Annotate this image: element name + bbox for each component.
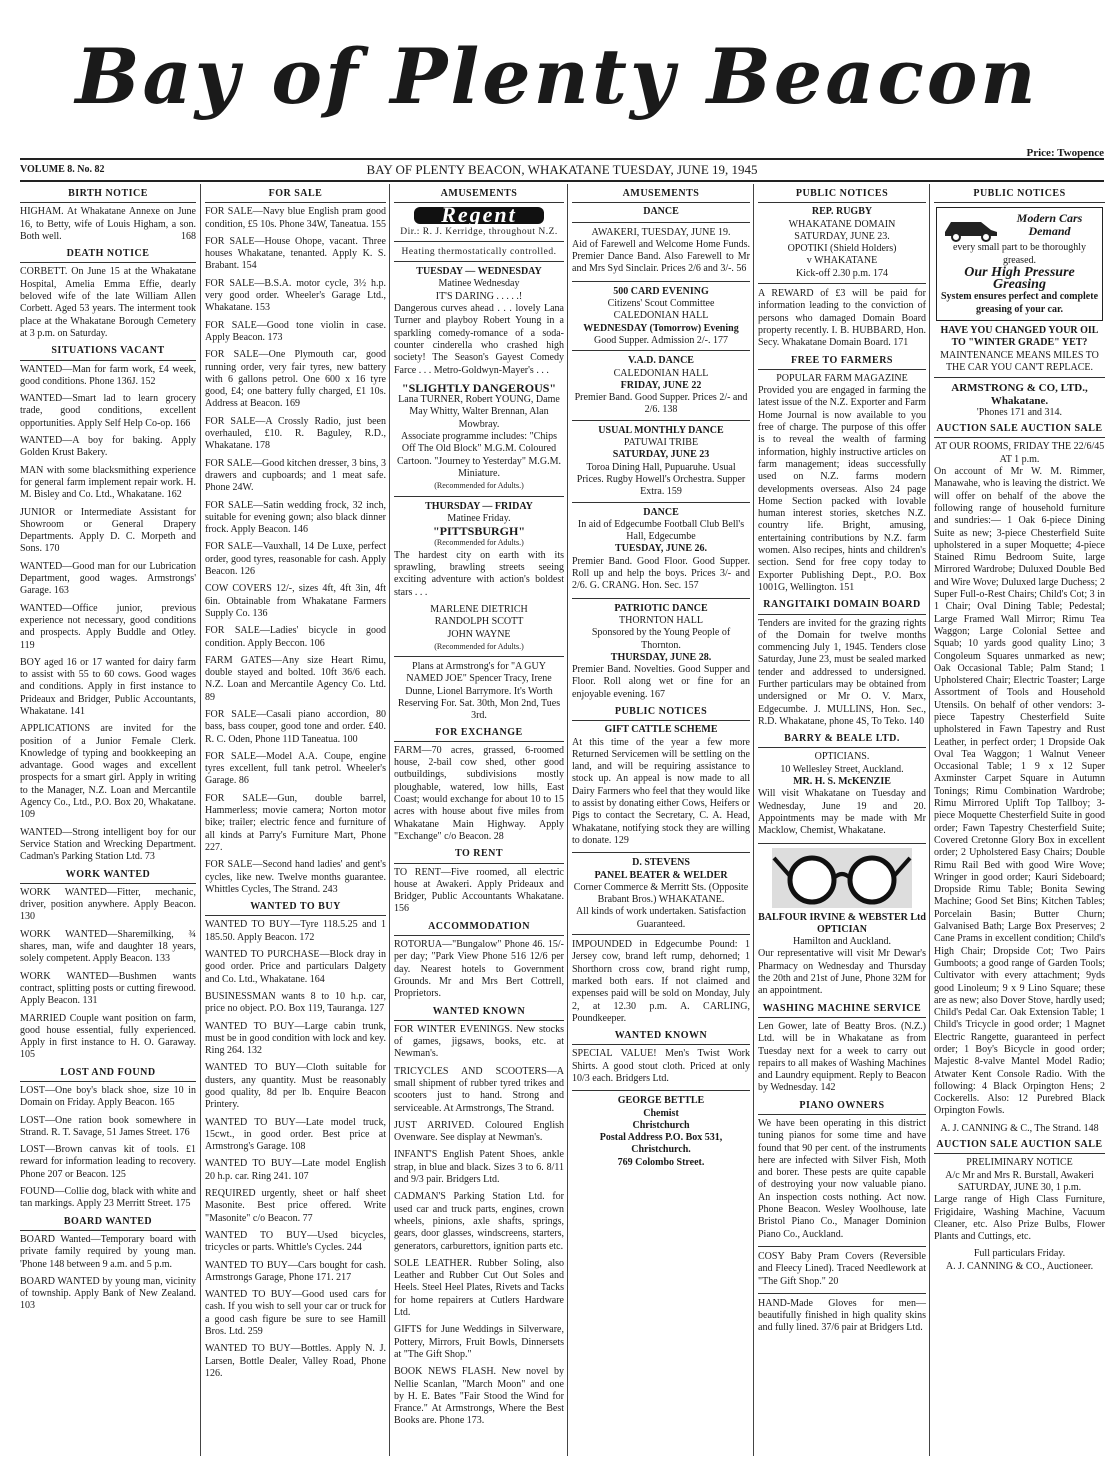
classified-ad: FARM—70 acres, grassed, 6-roomed house, 2-bail cow shed, other good outbuildings, subdivisions mostly ploughable, watered, low hills, East Coast; would exchange for about 10 to 15 acres with house about five miles from Whakatane Main Highway. Apply "Exchange" c/o Beacon. 28 xyxy=(394,744,564,842)
divider xyxy=(758,283,926,284)
notice-body: Our representative will visit Mr Dewar's Pharmacy on Wednesday and Thursday the 20th and 21st of June, Phone 32M for an appointment. xyxy=(758,948,926,997)
event-body: Sponsored by the Young People of Thornton. xyxy=(591,627,731,651)
columns xyxy=(20,184,1104,1456)
classified-ad: FOR SALE—Ladies' bicycle in good condition. Apply Beccon. 106 xyxy=(205,625,386,649)
event-venue: THORNTON HALL xyxy=(619,614,703,626)
section-heading: PUBLIC NOTICES xyxy=(758,188,926,203)
classified-ad: FOR SALE—Satin wedding frock, 32 inch, suitable for evening gown; also black dinner frock. Apply Beacon. 146 xyxy=(205,499,386,536)
classified-ad: FOR WINTER EVENINGS. New stocks of games, jigsaws, books, etc. at Newman's. xyxy=(394,1023,564,1060)
section-heading: AMUSEMENTS xyxy=(394,188,564,203)
column-6 xyxy=(929,184,1105,1456)
section-heading: AUCTION SALE AUCTION SALE xyxy=(934,1139,1105,1154)
business-address: OPTICIANS. 10 Wellesley Street, Auckland. xyxy=(780,751,904,775)
classified-ad: LOST—One ration book somewhere in Strand. R. T. Savage, 51 James Street. 176 xyxy=(20,1114,196,1138)
ad-question: HAVE YOU CHANGED YOUR OIL TO "WINTER GRADE" YET? xyxy=(940,325,1099,349)
classified-ad: WORK WANTED—Fitter, mechanic, driver, position anywhere. Apply Beacon. 130 xyxy=(20,886,196,923)
section-heading: BARRY & BEALE LTD. xyxy=(758,733,926,748)
film-title: "SLIGHTLY DANGEROUS" xyxy=(401,380,557,395)
event-heading: USUAL MONTHLY DANCE xyxy=(598,424,724,436)
classified-ad: LOST—Brown canvas kit of tools. £1 reward for information leading to recovery. Phone 207 or Beacon. 125 xyxy=(20,1144,196,1180)
car-icon xyxy=(941,212,1001,242)
event-body: Premier Band. Good Floor. Good Supper. Roll up and help the boys. Prices 3/- and 2/6. G. CRANG. Hon. Sec. 157 xyxy=(572,555,750,592)
event-date: AWAKERI, TUESDAY, JUNE 19. xyxy=(591,226,731,238)
business-name: GEORGE BETTLE Chemist Christchurch Postal Address P.O. Box 531, Christchurch. 769 Colombo Street. xyxy=(599,1095,723,1168)
classified-ad: WANTED TO BUY—Late model English 20 h.p. car. Ring 241. 107 xyxy=(205,1158,386,1182)
divider xyxy=(572,852,750,853)
classified-ad: WANTED TO PURCHASE—Block dray in good order. Price and particulars Dalgety and Co. Ltd., Whakatane. 164 xyxy=(205,949,386,985)
ad-subtext: every small part to be thoroughly greased. xyxy=(952,242,1087,266)
classified-ad: FOR SALE—Second hand ladies' and gent's cycles, like new. Twelve months guarantee. Whittles Cycles, The Strand. 243 xyxy=(205,859,386,895)
classified-ad: WANTED TO BUY—Good used cars for cash. If you wish to sell your car or truck for a good cash figure be sure to see Hamill Bros. Ltd. 259 xyxy=(205,1289,386,1338)
section-heading: BOARD WANTED xyxy=(20,1216,196,1231)
section-heading: PUBLIC NOTICES xyxy=(572,706,750,721)
ad-headline: Our High Pressure Greasing xyxy=(964,264,1075,293)
notice-body: At this time of the year a few more Returned Servicemen will be settling on the land, and will be requiring assistance to stock up. An appeal is now made to all Dairy Farmers who feel that they would like to assist by donating either Cows, Heifers or Pigs to contact the Secretary, C. A. Head, Whakatane, notifying stock they are willing to donate. 129 xyxy=(572,736,750,846)
section-heading: WANTED KNOWN xyxy=(572,1030,750,1045)
section-heading: BIRTH NOTICE xyxy=(20,188,196,203)
film-blurb: Dangerous curves ahead . . . lovely Lana Turner and playboy Robert Young in a sparkling comedy-romance of a soda-counter cinderella who crashed high society! The Season's Gayest Comedy Farce . . . Metro-Goldwyn-Mayer's . . . xyxy=(394,303,564,376)
classified-ad: WANTED—A boy for baking. Apply Golden Krust Bakery. xyxy=(20,435,196,459)
column-4 xyxy=(567,184,754,1456)
classified-ad: TRICYCLES AND SCOOTERS—A small shipment of rubber tyred trikes and scooters just to hand. Strong and serviceable. At Armstrongs, The Strand. xyxy=(394,1065,564,1114)
board-wanted-list xyxy=(20,1234,196,1313)
classified-ad: WANTED—Smart lad to learn grocery trade, good conditions, excellent opportunities. Apply Self Help Co-op. 166 xyxy=(20,393,196,429)
classified-ad: HAND-Made Gloves for men—beautifully finished in high quality skins and fully lined. 37/6 pair at Bridgers Ltd. xyxy=(758,1297,926,1334)
masthead xyxy=(0,22,1114,132)
classified-ad: FOR SALE—Gun, double barrel, Hammerless; movie camera; Norton motor bike; trailer; electric fence and furniture of all kinds at Parry's Furniture Mart, Phone 227. xyxy=(205,792,386,853)
heating-note: Heating thermostatically controlled. xyxy=(401,246,557,257)
work-wanted-list xyxy=(20,887,196,1062)
divider xyxy=(758,843,926,844)
classified-ad: WANTED—Office junior, previous experience not necessary, good conditions and prospects. Apply Buddle and Otley. 119 xyxy=(20,602,196,651)
film-cast: MARLENE DIETRICH RANDOLPH SCOTT JOHN WAYNE xyxy=(430,603,528,640)
notice-body: Will visit Whakatane on Tuesday and Wednesday, June 19 and 20. Appointments may be made with Mr Macklow, Chemist, Whakatane. xyxy=(758,788,926,837)
divider xyxy=(758,1246,926,1247)
divider xyxy=(572,934,750,935)
auction-body: On account of Mr W. M. Rimmer, Manawahe, who is leaving the district. We will offer on behalf of the above the following range of household furniture and sundries:— 1 Oak 6-piece Dining Suite as new; 3-piece Chesterfield Suite upholstered in a super Moquette; 4-piece Stained Rimu Bedroom Suite, large Mirrored Wardrobe; Duluxed Double Bed and Wire Wove; Duluxed large Duchess; 2 Super Full-o-Rest Chairs; Child's Cot; 3 in 1 Chair; Oval Dining Table; Pedestal; Large Framed Wall Mirror; Rimu Tea Waggon; Large Colonial Settee and Squab; 10 yards good quality Lino; 3 Congoleum Squares unmarked as new; Oak Occasional Table; Palm Stand; 1 Upholstered Chair; Electric Toaster; Large Assortment of Tools and Household Utensils. On behalf of other vendors: 3-piece Tapestry Chesterfield Suite upholstered in Fawn Tapestry and Rust Leather, in perfect order; 1 Dropside Oak Oval Tea Waggon; 1 Walnut Veneer Occasional Table; 1 9 x 12 Super Axminster Carpet Square in Autumn Tonings; Rimu Combination Wardrobe; Rimu Mirrored Uplift Top Tallboy; 3-piece Moquette Chesterfield Suite in good order; Fawn Tapestry Chesterfield Suite; Covered Cretonne Glory Box in excellent order; 2 Upholstered Easy Chairs; Double Rimu Rail Bed with good Wire Wove; Wringer in good order; Kauri Sideboard; Dropside Rimu Table; Bonita Sewing Machine; Good Set Bins; Kitchen Tables; Porcelain Basin; Butter Churn; Galvanised Bath; Large Box Preserves; 2 Cane Prams in excellent condition; Child's High Chair; Dropside Cot; Two Pairs Gumboots; a good range of Garden Tools; Cultivator with every attachment; 9yds good Linoleum; 9 x 9 Lino Square; these are as new; also Dover Stove, hardly used; Child's Pedal Car. Oak Extension Table; 1 Child's Tricycle in good order; 1 Magnet Electric Rangette, guaranteed in perfect order; 1 Boy's Bicycle in good order; Majestic 8-valve Mantel Model Radio; Atwater Kent Console Radio. With the following: 4 Black Orpington Hens; 2 Cockerells. Also: 12 Purebred Black Orpington Fowls. xyxy=(934,466,1105,1117)
event-venue: WHAKATANE DOMAIN SATURDAY, JUNE 23. xyxy=(788,218,896,242)
newspaper-title: Bay of Plenty Beacon xyxy=(75,32,1039,121)
classified-ad: JUST ARRIVED. Coloured English Ovenware. See display at Newman's. xyxy=(394,1119,564,1144)
section-heading: FOR SALE xyxy=(205,188,386,203)
event-date: WEDNESDAY (Tomorrow) Evening xyxy=(583,322,739,334)
business-address: Hamilton and Auckland. xyxy=(792,936,892,948)
for-sale-list xyxy=(205,206,386,896)
column-2 xyxy=(200,184,390,1456)
event-body: Premier Band. Good Supper. Prices 2/- and 2/6. 138 xyxy=(574,392,748,416)
divider xyxy=(572,1090,750,1091)
classified-ad: MAN with some blacksmithing experience for general farm implement repair work. H. M. Bisley and Co. Ltd., Whakatane. 162 xyxy=(20,464,196,501)
classified-ad: WANTED TO BUY—Cloth suitable for dusters, any quantity. Must be reasonably good quality, 8d per lb. Enquire Beacon Printery. xyxy=(205,1062,386,1111)
volume-number: VOLUME 8. No. 82 xyxy=(20,164,105,175)
classified-ad: WANTED—Man for farm work, £4 week, good conditions. Phone 136J. 152 xyxy=(20,363,196,387)
section-heading: PUBLIC NOTICES xyxy=(934,188,1105,203)
associate-programme: Associate programme includes: "Chips Off The Old Block" M.G.M. Coloured Cartoon. "Journey to Yesterday" M.G.M. Miniature. xyxy=(397,431,561,479)
classified-ad: HIGHAM. At Whakatane Annexe on June 16, to Betty, wife of Louis Higham, a son. Both well. 168 xyxy=(20,206,196,242)
event-heading: PATRIOTIC DANCE xyxy=(614,602,708,614)
business-name: BALFOUR IRVINE & WEBSTER Ltd OPTICIAN xyxy=(758,911,926,935)
rating-note: (Recommended for Adults.) xyxy=(434,481,524,491)
ad-subtext: System ensures perfect and complete greasing of your car. xyxy=(941,291,1099,315)
column-3 xyxy=(389,184,568,1456)
dateline-text: BAY OF PLENTY BEACON, WHAKATANE TUESDAY, JUNE 19, 1945 xyxy=(366,162,758,177)
section-heading: LOST AND FOUND xyxy=(20,1067,196,1082)
event-body: OPOTIKI (Shield Holders) v WHAKATANE Kick-off 2.30 p.m. 174 xyxy=(787,243,897,279)
classified-ad: WANTED TO BUY—Late model truck, 15cwt., in good order. Best price at Armstrong's Garage. 108 xyxy=(205,1116,386,1153)
auction-date: AT OUR ROOMS, FRIDAY THE 22/6/45 AT 1 p.m. xyxy=(934,441,1105,465)
section-heading: FOR EXCHANGE xyxy=(394,727,564,742)
classified-ad: WORK WANTED—Sharemilking, ¾ shares, man, wife and daughter 18 years, solely competent. Apply Beacon. 133 xyxy=(20,928,196,965)
classified-ad: FOR SALE—Good kitchen dresser, 3 bins, 3 drawers and cupboards; and 1 meat safe. Phone 24W. xyxy=(205,457,386,494)
section-heading: AUCTION SALE AUCTION SALE xyxy=(934,423,1105,438)
divider xyxy=(572,598,750,599)
program-heading: TUESDAY — WEDNESDAY xyxy=(416,266,542,278)
event-sub: PATUWAI TRIBE xyxy=(623,437,699,449)
classified-ad: BOY aged 16 or 17 wanted for dairy farm to assist with 55 to 60 cows. Good wages and conditions. Apply in first instance to Prideaux and Bridger, Public Accountants, Whakatane. 141 xyxy=(20,656,196,717)
section-heading: DEATH NOTICE xyxy=(20,248,196,263)
classified-ad: WANTED TO BUY—Tyre 118.5.25 and 1 185.50. Apply Beacon. 172 xyxy=(205,919,386,943)
section-heading: WANTED TO BUY xyxy=(205,901,386,916)
auctioneer: A. J. CANNING & C., The Strand. 148 xyxy=(940,1122,1099,1134)
divider xyxy=(758,1293,926,1294)
section-heading: AMUSEMENTS xyxy=(572,188,750,203)
event-body: In aid of Edgecumbe Football Club Bell's Hall, Edgecumbe xyxy=(577,518,745,543)
program-heading: THURSDAY — FRIDAY xyxy=(425,500,533,512)
dateline xyxy=(20,158,1104,182)
classified-ad: ROTORUA—"Bungalow" Phone 46. 15/- per day; "Park View Phone 516 12/6 per day. Nearest hotels to Government Grounds. Mr and Mrs Bert Cottrell, Proprietors. xyxy=(394,939,564,1000)
reward-notice: A REWARD of £3 will be paid for information leading to the conviction of persons who damaged Domain Board property recently. I. B. HUBBARD, Hon. Secy. Whakatane Domain Board. 171 xyxy=(758,288,926,349)
classified-ad: FARM GATES—Any size Heart Rimu, double stayed and bolted. 10ft 36/6 each. N.Z. Loan and Mercantile Agency Co. Ltd. 89 xyxy=(205,654,386,703)
wanted-to-buy-list xyxy=(205,919,386,1380)
film-title: "PITTSBURGH" xyxy=(432,524,525,539)
auction-note: Full particulars Friday. xyxy=(973,1248,1066,1260)
coming-attraction: Plans at Armstrong's for "A GUY NAMED JOE" Spencer Tracy, Irene Dunne, Lionel Barrymore. It's Worth Reserving For. Sat. 30th, Mon 2nd, Tues 3rd. xyxy=(397,661,561,722)
column-5 xyxy=(753,184,930,1456)
column-1 xyxy=(20,184,200,1456)
section-heading: RANGITAIKI DOMAIN BOARD xyxy=(758,599,926,614)
price: Price: Twopence xyxy=(1026,147,1104,159)
event-body: Toroa Dining Hall, Pupuaruhe. Usual Prices. Rugby Howell's Orchestra. Supper Extra. 159 xyxy=(576,461,746,498)
classified-ad: WANTED—Strong intelligent boy for our Service Station and Wrecking Department. Cadman's Parking Station Ltd. 73 xyxy=(20,826,196,863)
classified-ad: WANTED TO BUY—Bottles. Apply N. J. Larsen, Bottle Dealer, Valley Road, Phone 126. xyxy=(205,1343,386,1379)
matinee-note: Matinee Friday. xyxy=(447,512,511,524)
person-name: MR. H. S. McKENZIE xyxy=(793,776,891,788)
classified-ad: REQUIRED urgently, sheet or half sheet Masonite. Best price offered. Write "Masonite" c/o Beacon. 77 xyxy=(205,1188,386,1224)
matinee-note: Matinee Wednesday xyxy=(438,278,520,290)
event-body: Good Supper. Admission 2/-. 177 xyxy=(594,334,728,346)
rating-note: (Recommended for Adults.) xyxy=(434,641,524,651)
situations-list xyxy=(20,364,196,864)
classified-ad: TO RENT—Five roomed, all electric house at Awakeri. Apply Prideaux and Bridger, Public Accountants Whakatane. 156 xyxy=(394,866,564,915)
classified-ad: FOR SALE—Good tone violin in case. Apply Beacon. 173 xyxy=(205,319,386,343)
director-line: Dir.: R. J. Kerridge, throughout N.Z. xyxy=(400,226,558,237)
classified-ad: FOR SALE—B.S.A. motor cycle, 3½ h.p. very good order. Wheeler's Garage Ltd., Whakatane. 153 xyxy=(205,277,386,314)
business-phones: 'Phones 171 and 314. xyxy=(976,406,1063,418)
classified-ad: BOARD Wanted—Temporary board with private family required by young man. 'Phone 148 between 9 a.m. and 5 p.m. xyxy=(20,1233,196,1270)
spectacles-icon xyxy=(772,848,912,908)
divider xyxy=(394,261,564,262)
classified-ad: COW COVERS 12/-, sizes 4ft, 4ft 3in, 4ft 6in. Obtainable from Whakatane Farmers Supply Co. 136 xyxy=(205,583,386,619)
section-heading: WASHING MACHINE SERVICE xyxy=(758,1003,926,1018)
divider xyxy=(394,656,564,657)
event-sub: Citizens' Scout Committee xyxy=(607,298,715,310)
notice-heading: REP. RUGBY xyxy=(811,206,873,218)
classified-ad: BOARD WANTED by young man, vicinity of township. Apply Bank of New Zealand. 103 xyxy=(20,1275,196,1312)
divider xyxy=(934,377,1105,378)
classified-ad: LOST—One boy's black shoe, size 10 in Domain on Friday. Apply Beacon. 165 xyxy=(20,1085,196,1109)
divider xyxy=(572,420,750,421)
event-venue: CALEDONIAN HALL xyxy=(613,310,709,322)
section-heading: FREE TO FARMERS xyxy=(758,355,926,370)
classified-ad: INFANT'S English Patent Shoes, ankle strap, in blue and black. Sizes 3 to 6. 8/11 and 9/3 pair. Bridgers Ltd. xyxy=(394,1149,564,1186)
event-heading: 500 CARD EVENING xyxy=(613,285,709,297)
event-body: Premier Band. Novelties. Good Supper and Floor. Roll along wet or fine for an enjoyable evening. 167 xyxy=(572,664,750,700)
classified-ad: APPLICATIONS are invited for the position of a Junior Female Clerk. Knowledge of typing and bookkeeping an advantage. Good wages and excellent prospects for a smart girl. Apply in writing to the Manager, N.Z. Loan and Mercantile Agency Co., Ltd., P.O. Box 20, Whakatane. 109 xyxy=(20,723,196,821)
section-heading: WANTED KNOWN xyxy=(394,1006,564,1021)
classified-ad: FOR SALE—A Crossly Radio, just been overhauled, £10. R. Baguley, R.D., Whakatane. 178 xyxy=(205,415,386,452)
section-heading: ACCOMMODATION xyxy=(394,921,564,936)
event-body: Aid of Farewell and Welcome Home Funds. Premier Dance Band. Also Farewell to Mr and Mrs Syd Sinclair. Prices 2/6 and 3/-. 56 xyxy=(572,238,750,275)
classified-ad: BUSINESSMAN wants 8 to 10 h.p. car, price no object. P.O. Box 119, Tauranga. 127 xyxy=(205,990,386,1015)
notice-body: We have been operating in this district tuning pianos for some time and have found that 90 per cent. of the instruments here are infected with Silver Fish, Moth and borer. These pests are quite capable of destroying your now valuable piano. An inspection costs nothing. Act now. Phone Beacon. Wesley Woolhouse, late Bristol Piano Co., Manager Dominion Piano Co., Auckland. xyxy=(758,1118,926,1240)
classified-ad: GIFTS for June Weddings in Silverware, Pottery, Mirrors, Fruit Bowls, Dinnersets at "The Gift Shop." xyxy=(394,1324,564,1360)
notice-sub: POPULAR FARM MAGAZINE xyxy=(776,372,908,384)
business-name: D. STEVENS PANEL BEATER & WELDER xyxy=(594,857,728,881)
business-name: ARMSTRONG & CO, LTD., Whakatane. xyxy=(951,382,1088,407)
classified-ad: FOUND—Collie dog, black with white and tan markings. Apply 23 Merritt Street. 175 xyxy=(20,1186,196,1210)
event-heading: DANCE xyxy=(643,206,679,218)
notice-body: Tenders are invited for the grazing rights of the Domain for twelve months commencing July 1, 1945. Tenders close Saturday, June 23, must be sealed marked tender and addressed to undersigned. Further particulars may be obtained from undersigned or Mr O. V. Marx, Edgecumbe. J. MULLINS, Hon. Sec., R.D. Whakatane, phone 4S, To Teko. 140 xyxy=(758,617,926,727)
ad-headline: Modern Cars Demand xyxy=(1016,211,1083,238)
event-date: THURSDAY, JUNE 28. xyxy=(610,651,712,663)
classified-ad: WORK WANTED—Bushmen wants contract, splitting posts or cutting firewood. Apply Beacon. 131 xyxy=(20,970,196,1007)
classified-ad: FOR SALE—Model A.A. Coupe, engine tyres excellent, full tank petrol. Wheeler's Garage. 86 xyxy=(205,750,386,787)
auctioneer: A. J. CANNING & CO., Auctioneer. xyxy=(945,1260,1094,1272)
event-date: TUESDAY, JUNE 26. xyxy=(614,543,708,555)
film-blurb: The hardest city on earth with its sprawling, brawling streets seeing exciting adventure with action's boldest stars . . . xyxy=(394,549,564,598)
greasing-ad xyxy=(936,207,1103,321)
classified-ad: FOR SALE—House Ohope, vacant. Three houses Whakatane, tenanted. Apply K. S. Brabant. 154 xyxy=(205,235,386,272)
classified-ad: FOR SALE—One Plymouth car, good running order, very fair tyres, new battery with 6 gallons petrol. One 600 x 16 tyre good, £4; one battery fully charged, £1 10s. Address at Beacon. 169 xyxy=(205,349,386,410)
tagline: IT'S DARING . . . . .! xyxy=(435,290,523,302)
event-date: SATURDAY, JUNE 23 xyxy=(612,449,710,461)
event-heading: DANCE xyxy=(643,506,679,518)
classified-ad: WANTED TO BUY—Large cabin trunk, must be in good condition with lock and key. Ring 264. 132 xyxy=(205,1020,386,1057)
divider xyxy=(572,502,750,503)
divider xyxy=(572,222,750,223)
section-heading: WORK WANTED xyxy=(20,869,196,884)
ad-tagline: MAINTENANCE MEANS MILES TO THE CAR YOU CAN'T REPLACE. xyxy=(940,349,1099,373)
section-heading: PIANO OWNERS xyxy=(758,1100,926,1115)
event-venue: CALEDONIAN HALL xyxy=(613,367,709,379)
auction-body: Large range of High Class Furniture, Frigidaire, Washing Machine, Vacuum Cleaner, etc. Also Prize Bulbs, Flower Plants and Cuttings, etc. xyxy=(934,1194,1105,1243)
notice-body: Provided you are engaged in farming the latest issue of the N.Z. Exporter and Farm Home Journal is now available to you free of charge. The purpose of this offer is to reveal the wealth of farming information, highly instructive articles on farm management; ideas successfully used on N.Z. farms modern developments overseas. Also 24 page Home Section packed with lovable human interest stories, sketches N.Z. country life. Bright, amusing, entertaining contributions by N.Z. farm women. Also recipes, hints and children's section. Send for free copy today to Exporter Publishing Dept., P.O. Box 1001G, Wellington. 151 xyxy=(758,385,927,593)
divider xyxy=(394,496,564,497)
notice-body: Len Gower, late of Beatty Bros. (N.Z.) Ltd. will be in Whakatane as from Tuesday next for a week to carry out repairs to all makes of Washing Machines and Laundry equipment. Reply to Beacon by Wednesday. 142 xyxy=(758,1020,926,1094)
rating-note: (Recommended for Adults.) xyxy=(434,538,524,548)
classified-ad: JUNIOR or Intermediate Assistant for Showroom or General Drapery Departments. Apply D. C. Morpeth and Sons. 170 xyxy=(20,506,196,555)
divider xyxy=(394,241,564,242)
classified-ad: BOOK NEWS FLASH. New novel by Nellie Scanlan, "March Moon" and one by H. E. Bates "Fair Stood the Wind for France." At Armstrongs, Where the Best Books are. Phone 173. xyxy=(394,1366,564,1427)
classified-ad: WANTED TO BUY—Used bicycles, tricycles or parts. Whittle's Cycles. 244 xyxy=(205,1229,386,1254)
section-heading: SITUATIONS VACANT xyxy=(20,345,196,360)
divider xyxy=(572,350,750,351)
classified-ad: CADMAN'S Parking Station Ltd. for used car and truck parts, engines, crown wheels, pinions, axle shafts, springs, gears, door glasses, windscreens, starters, generators, carburettors, ignition parts etc. xyxy=(394,1191,564,1252)
wanted-known-list xyxy=(394,1024,564,1428)
classified-ad: FOR SALE—Casali piano accordion, 80 bass, bass couper, good tone and order. £40. R. C. Oden, Phone 11D Taneatua. 100 xyxy=(205,708,386,745)
classified-ad: SPECIAL VALUE! Men's Twist Work Shirts. A good stout cloth. Priced at only 10/3 each. Bridgers Ltd. xyxy=(572,1048,750,1084)
regent-logo: Regent xyxy=(414,207,544,223)
classified-ad: WANTED—Good man for our Lubrication Department, good wages. Armstrongs' Garage. 163 xyxy=(20,560,196,597)
classified-ad: WANTED TO BUY—Cars bought for cash. Armstrongs Garage, Phone 171. 217 xyxy=(205,1259,386,1283)
divider xyxy=(572,281,750,282)
classified-ad: FOR SALE—Navy blue English pram good condition, £5 10s. Phone 34W, Taneatua. 155 xyxy=(205,206,386,230)
classified-ad: FOR SALE—Vauxhall, 14 De Luxe, perfect order, good tyres, reasonable for cash. Apply Beacon. 126 xyxy=(205,541,386,578)
lost-found-list xyxy=(20,1085,196,1211)
notice-sub: PRELIMINARY NOTICE xyxy=(966,1157,1073,1169)
auction-date: A/c Mr and Mrs R. Burstall, Awakeri SATURDAY, JUNE 30, 1 p.m. xyxy=(945,1169,1094,1193)
business-tagline: All kinds of work undertaken. Satisfaction Guaranteed. xyxy=(576,906,746,930)
classified-ad: COSY Baby Pram Covers (Reversible and Fleecy Lined). Traced Needlework at "The Gift Shop." 20 xyxy=(758,1250,926,1287)
classified-ad: MARRIED Couple want position on farm, good house essential, fully experienced. Apply in first instance to H. O. Garaway. 105 xyxy=(20,1012,196,1061)
classified-ad: CORBETT. On June 15 at the Whakatane Hospital, Amelia Emma Effie, dearly beloved wife of the late William Allen Corbett. Aged 53 years. The interment took place at the Whakatane Borough Cemetery at 3 p.m. on Saturday. xyxy=(20,266,196,339)
notice-heading: GIFT CATTLE SCHEME xyxy=(604,724,718,736)
impound-notice: IMPOUNDED in Edgecumbe Pound: 1 Jersey cow, brand left rump, dehorned; 1 Shorthorn cross cow, brand right rump, marked both ears. If not claimed and expenses paid will be sold on Monday, July 2, at 12.30 p.m. A. CARLING, Poundkeeper. xyxy=(572,939,750,1024)
event-heading: V.A.D. DANCE xyxy=(628,355,694,367)
film-cast: Lana TURNER, Robert YOUNG, Dame May Whitty, Walter Brennan, Alan Mowbray. xyxy=(398,394,560,430)
event-date: FRIDAY, JUNE 22 xyxy=(620,379,702,391)
section-heading: TO RENT xyxy=(394,848,564,863)
classified-ad: SOLE LEATHER. Rubber Soling, also Leather and Rubber Cut Out Soles and Heels. Steel Heel Plates, Rivets and Tacks for home repairers at Cutlers Hardware Ltd. xyxy=(394,1257,564,1319)
business-address: Corner Commerce & Merritt Sts. (Opposite Brabant Bros.) WHAKATANE. xyxy=(573,881,749,906)
